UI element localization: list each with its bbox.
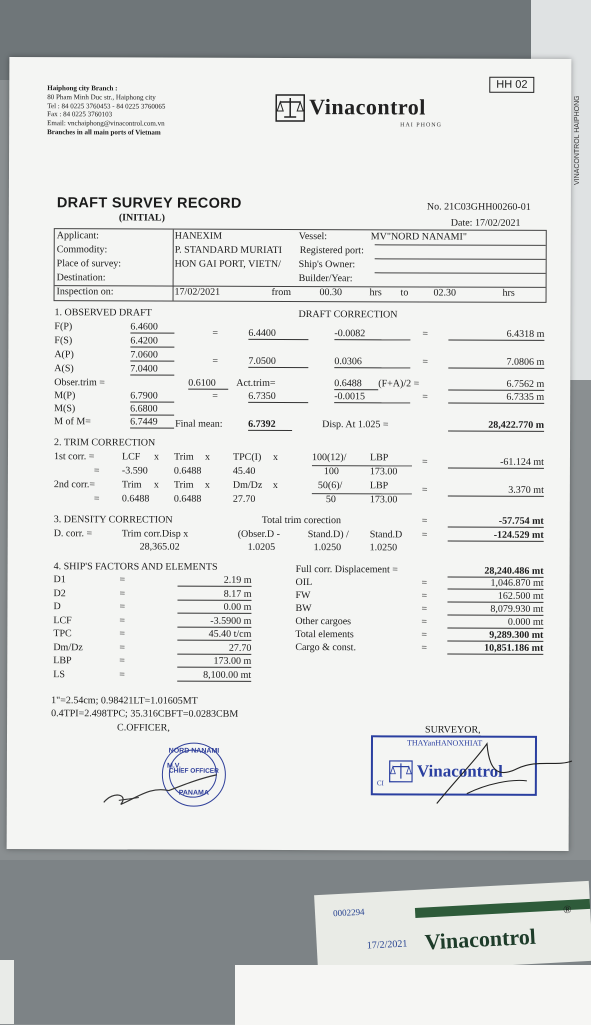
second-corr-result: 3.370 mt	[448, 485, 544, 497]
conversion-line-2: 0.4TPI=2.498TPC; 35.316CBFT=0.0283CBM	[51, 708, 238, 720]
first-corr-h-lcf: LCF	[122, 451, 140, 462]
first-corr-h-x1: x	[154, 452, 159, 463]
disp-value: 28,422.770 m	[448, 420, 544, 432]
second-corr-v-trim1: 0.6488	[122, 493, 150, 504]
first-corr-v-lbp: 173.00	[370, 466, 398, 477]
side-vertical-text: VINACONTROL HAIPHONG	[574, 95, 581, 185]
owner-label: Ship's Owner:	[299, 259, 356, 270]
as-value: 7.0400	[130, 363, 174, 375]
factor-value: 8.17 m	[177, 588, 251, 600]
obser-trim-label: Obser.trim =	[54, 377, 105, 388]
first-corr-h-factor: 100(12)/	[312, 452, 346, 463]
surveyor-signature-icon	[427, 738, 577, 809]
hrs-label-1: hrs	[370, 287, 382, 298]
card-reg-mark: ®	[563, 904, 572, 916]
card-date: 17/2/2021	[367, 938, 408, 951]
inspection-date: 17/02/2021	[175, 287, 221, 298]
factor-eq: =	[119, 588, 125, 599]
final-mean-label: Final mean:	[175, 419, 223, 430]
seal-mid-text: CHIEF OFFICER	[163, 768, 225, 775]
stamp-logo-icon	[389, 759, 413, 783]
form-code: HH 02	[489, 77, 534, 93]
element-value: 0.000 mt	[447, 617, 543, 629]
fp-label: F(P)	[54, 321, 72, 332]
document-number: No. 21C03GHH00260-01	[427, 201, 531, 212]
ms-label: M(S)	[54, 403, 75, 414]
second-corr-h-x3: x	[273, 480, 278, 491]
first-corr-result: -61.124 mt	[448, 457, 544, 469]
dcorr-v1: 28,365.02	[140, 541, 180, 552]
factor-label: Dm/Dz	[53, 642, 82, 653]
second-corr-v-trim2: 0.6488	[174, 494, 202, 505]
element-label: BW	[295, 603, 311, 614]
commodity-value: P. STANDARD MURIATI	[175, 245, 282, 256]
from-label: from	[272, 287, 291, 298]
fs-label: F(S)	[54, 335, 72, 346]
dcorr-eq: =	[422, 529, 428, 540]
branch-tel: Tel : 84 0225 3760453 - 84 0225 3760065	[47, 102, 165, 111]
fa2-label: (F+A)/2 =	[378, 378, 419, 389]
first-corr-h-lbp: LBP	[370, 452, 388, 463]
registered-port-label: Registered port:	[300, 245, 364, 256]
factor-label: LS	[53, 669, 65, 680]
factor-eq: =	[119, 642, 125, 653]
officer-label: C.OFFICER,	[117, 722, 170, 733]
background-paper-left	[0, 960, 14, 1024]
branch-email: Email: vnchaiphong@vinacontrol.com.vn	[47, 119, 165, 128]
aft-result: 7.0806 m	[448, 357, 544, 369]
inspection-label: Inspection on:	[57, 286, 114, 297]
mid-result-eq: =	[422, 391, 428, 402]
dcorr-h1: Trim corr.Disp x	[122, 528, 189, 539]
factor-eq: =	[119, 655, 125, 666]
second-corr-label: 2nd corr.=	[54, 479, 95, 490]
first-corr-v-tpc: 45.40	[233, 466, 256, 477]
act-trim-value: 0.6488	[334, 378, 378, 390]
as-label: A(S)	[54, 363, 73, 374]
to-time: 02.30	[434, 288, 457, 299]
second-corr-h-x1: x	[154, 480, 159, 491]
first-corr-eq: =	[422, 456, 428, 467]
commodity-label: Commodity:	[57, 244, 108, 255]
mp-value: 6.7900	[130, 390, 174, 402]
second-corr-h-x2: x	[205, 480, 210, 491]
first-corr-h-trim: Trim	[174, 452, 194, 463]
act-trim-label: Act.trim=	[236, 378, 275, 389]
element-eq: =	[421, 629, 427, 640]
surveyor-name: THAYanHANOXHIAT	[407, 738, 482, 747]
logo-text: Vinacontrol	[309, 94, 426, 120]
mid-result: 6.7335 m	[448, 392, 544, 404]
element-value: 1,046.870 mt	[448, 578, 544, 590]
obser-trim-value: 0.6100	[188, 378, 228, 390]
total-trim-value: -57.754 mt	[448, 516, 544, 528]
fwd-result-eq: =	[422, 328, 428, 339]
second-corr-eq: =	[422, 484, 428, 495]
destination-label: Destination:	[57, 272, 106, 283]
second-corr-h-trim1: Trim	[122, 479, 142, 490]
mom-label: M of M=	[54, 416, 91, 427]
fwd-result: 6.4318 m	[448, 329, 544, 341]
aft-correction: 0.0306	[334, 356, 410, 368]
stamp-text: Vinacontrol	[417, 761, 503, 781]
mid-correction: -0.0015	[334, 391, 410, 403]
card-logo: Vinacontrol	[424, 924, 536, 956]
section-ship-factors: 4. SHIP'S FACTORS AND ELEMENTS	[54, 561, 218, 573]
factor-label: LBP	[53, 655, 71, 666]
element-value: 9,289.300 mt	[447, 630, 543, 642]
factor-value: 8,100.00 mt	[177, 669, 251, 681]
factor-eq: =	[120, 574, 126, 585]
document-subtitle: (INITIAL)	[119, 212, 165, 223]
first-corr-v-lcf: -3.590	[122, 465, 148, 476]
branch-fax: Fax : 84 0225 3760103	[47, 111, 165, 120]
element-label: Cargo & const.	[295, 642, 356, 653]
dcorr-v4: 1.0250	[370, 542, 398, 553]
first-corr-label: 1st corr. =	[54, 451, 94, 462]
element-label: OIL	[296, 577, 313, 588]
first-corr-v-trim: 0.6488	[174, 466, 202, 477]
seal-left-text: M.V.	[143, 762, 205, 769]
factor-value: 27.70	[177, 642, 251, 654]
final-mean-value: 6.7392	[248, 419, 292, 431]
mom-value: 6.7449	[130, 416, 174, 428]
fwd-correction: -0.0082	[334, 328, 410, 340]
dcorr-h3: Stand.D) /	[308, 529, 349, 540]
seal-bottom-text: PANAMA	[163, 790, 225, 797]
to-label: to	[401, 287, 409, 298]
second-corr-h-lbp: LBP	[370, 480, 388, 491]
second-corr-h-factor: 50(6)/	[318, 480, 342, 491]
scale-logo-icon	[275, 94, 305, 122]
element-eq: =	[421, 603, 427, 614]
background-paper	[235, 965, 591, 1025]
element-label: Total elements	[295, 629, 353, 640]
aft-eq: =	[212, 356, 218, 367]
disp-label: Disp. At 1.025 =	[322, 419, 389, 430]
fwd-eq: =	[212, 328, 218, 339]
branch-info	[47, 84, 165, 137]
factor-label: D2	[53, 588, 65, 599]
first-corr-v-factor: 100	[324, 466, 339, 477]
card-number: 0002294	[333, 907, 365, 919]
applicant-value: HANEXIM	[175, 231, 222, 242]
draft-correction-header: DRAFT CORRECTION	[298, 309, 397, 320]
total-trim-label: Total trim corection	[262, 515, 341, 526]
factor-label: D	[53, 601, 60, 612]
document-title: DRAFT SURVEY RECORD	[57, 195, 242, 212]
element-value: 28,240.486 mt	[448, 566, 544, 578]
total-trim-eq: =	[422, 515, 428, 526]
hrs-label-2: hrs	[503, 288, 515, 299]
section-trim-correction: 2. TRIM CORRECTION	[54, 437, 155, 448]
dcorr-h2: (Obser.D -	[238, 529, 280, 540]
aft-result-eq: =	[422, 356, 428, 367]
factor-eq: =	[119, 601, 125, 612]
second-corr-h-trim2: Trim	[174, 480, 194, 491]
first-corr-h-tpc: TPC(I)	[233, 452, 261, 463]
factor-value: -3.5900 m	[177, 615, 251, 627]
fs-value: 6.4200	[130, 335, 174, 347]
logo-subtext: HAI PHONG	[400, 122, 442, 128]
factor-label: LCF	[53, 615, 71, 626]
branch-ports: Branches in all main ports of Vietnam	[47, 128, 161, 136]
element-eq: =	[421, 616, 427, 627]
element-label: FW	[295, 590, 310, 601]
factor-eq: =	[119, 628, 125, 639]
ms-value: 6.6800	[130, 403, 174, 415]
seal-top-text: NORD NANAMI	[163, 748, 225, 755]
factor-label: TPC	[53, 628, 71, 639]
dcorr-label: D. corr. =	[54, 528, 92, 539]
second-corr-eq2: =	[94, 493, 100, 504]
fa2-result: 6.7562 m	[448, 379, 544, 391]
mid-eq: =	[212, 391, 218, 402]
section-observed-draft: 1. OBSERVED DRAFT	[54, 307, 151, 318]
factor-value: 45.40 t/cm	[177, 629, 251, 641]
first-corr-h-x3: x	[273, 452, 278, 463]
factor-value: 2.19 m	[178, 575, 252, 587]
fp-value: 6.4600	[130, 321, 174, 333]
dcorr-v3: 1.0250	[314, 542, 342, 553]
factor-label: D1	[54, 574, 66, 585]
ap-value: 7.0600	[130, 349, 174, 361]
officer-signature-icon	[99, 772, 219, 812]
dcorr-result: -124.529 mt	[448, 530, 544, 542]
from-time: 00.30	[320, 287, 343, 298]
background-card	[314, 881, 591, 975]
surveyor-label: SURVEYOR,	[425, 724, 481, 736]
builder-label: Builder/Year:	[299, 273, 353, 284]
element-label: Other cargoes	[295, 616, 351, 627]
factor-eq: =	[119, 615, 125, 626]
factor-eq: =	[119, 669, 125, 680]
vessel-value: MV"NORD NANAMI"	[371, 231, 467, 242]
branch-title: Haiphong city Branch :	[47, 84, 117, 92]
place-label: Place of survey:	[57, 258, 121, 269]
applicant-label: Applicant:	[57, 230, 99, 241]
factor-value: 0.00 m	[177, 602, 251, 614]
ap-label: A(P)	[54, 349, 73, 360]
first-corr-eq2: =	[94, 465, 100, 476]
factor-value: 173.00 m	[177, 656, 251, 668]
element-label: Full corr. Displacement =	[296, 564, 398, 575]
section-density-correction: 3. DENSITY CORRECTION	[54, 514, 173, 525]
element-value: 8,079.930 mt	[447, 604, 543, 616]
element-eq: =	[422, 577, 428, 588]
aft-mean: 7.0500	[248, 356, 308, 368]
element-eq: =	[421, 590, 427, 601]
dcorr-v2: 1.0205	[248, 542, 276, 553]
element-eq: =	[421, 642, 427, 653]
vessel-label: Vessel:	[299, 231, 327, 242]
mp-label: M(P)	[54, 390, 75, 401]
stamp-ci: CI	[377, 779, 384, 787]
element-value: 162.500 mt	[447, 591, 543, 603]
branch-address: 80 Pham Minh Duc str., Haiphong city	[47, 93, 165, 102]
dcorr-h4: Stand.D	[370, 529, 403, 540]
place-value: HON GAI PORT, VIETN/	[175, 259, 281, 270]
second-corr-v-lbp: 173.00	[370, 494, 398, 505]
second-corr-h-dmdz: Dm/Dz	[233, 480, 262, 491]
second-corr-v-dmdz: 27.70	[233, 494, 256, 505]
fwd-mean: 6.4400	[248, 328, 308, 340]
mid-mean: 6.7350	[248, 391, 308, 403]
conversion-line-1: 1"=2.54cm; 0.98421LT=1.01605MT	[51, 695, 198, 707]
second-corr-v-factor: 50	[326, 494, 336, 505]
element-value: 10,851.186 mt	[447, 643, 543, 655]
first-corr-h-x2: x	[205, 452, 210, 463]
draft-survey-document	[7, 57, 572, 851]
document-date: Date: 17/02/2021	[451, 218, 521, 229]
